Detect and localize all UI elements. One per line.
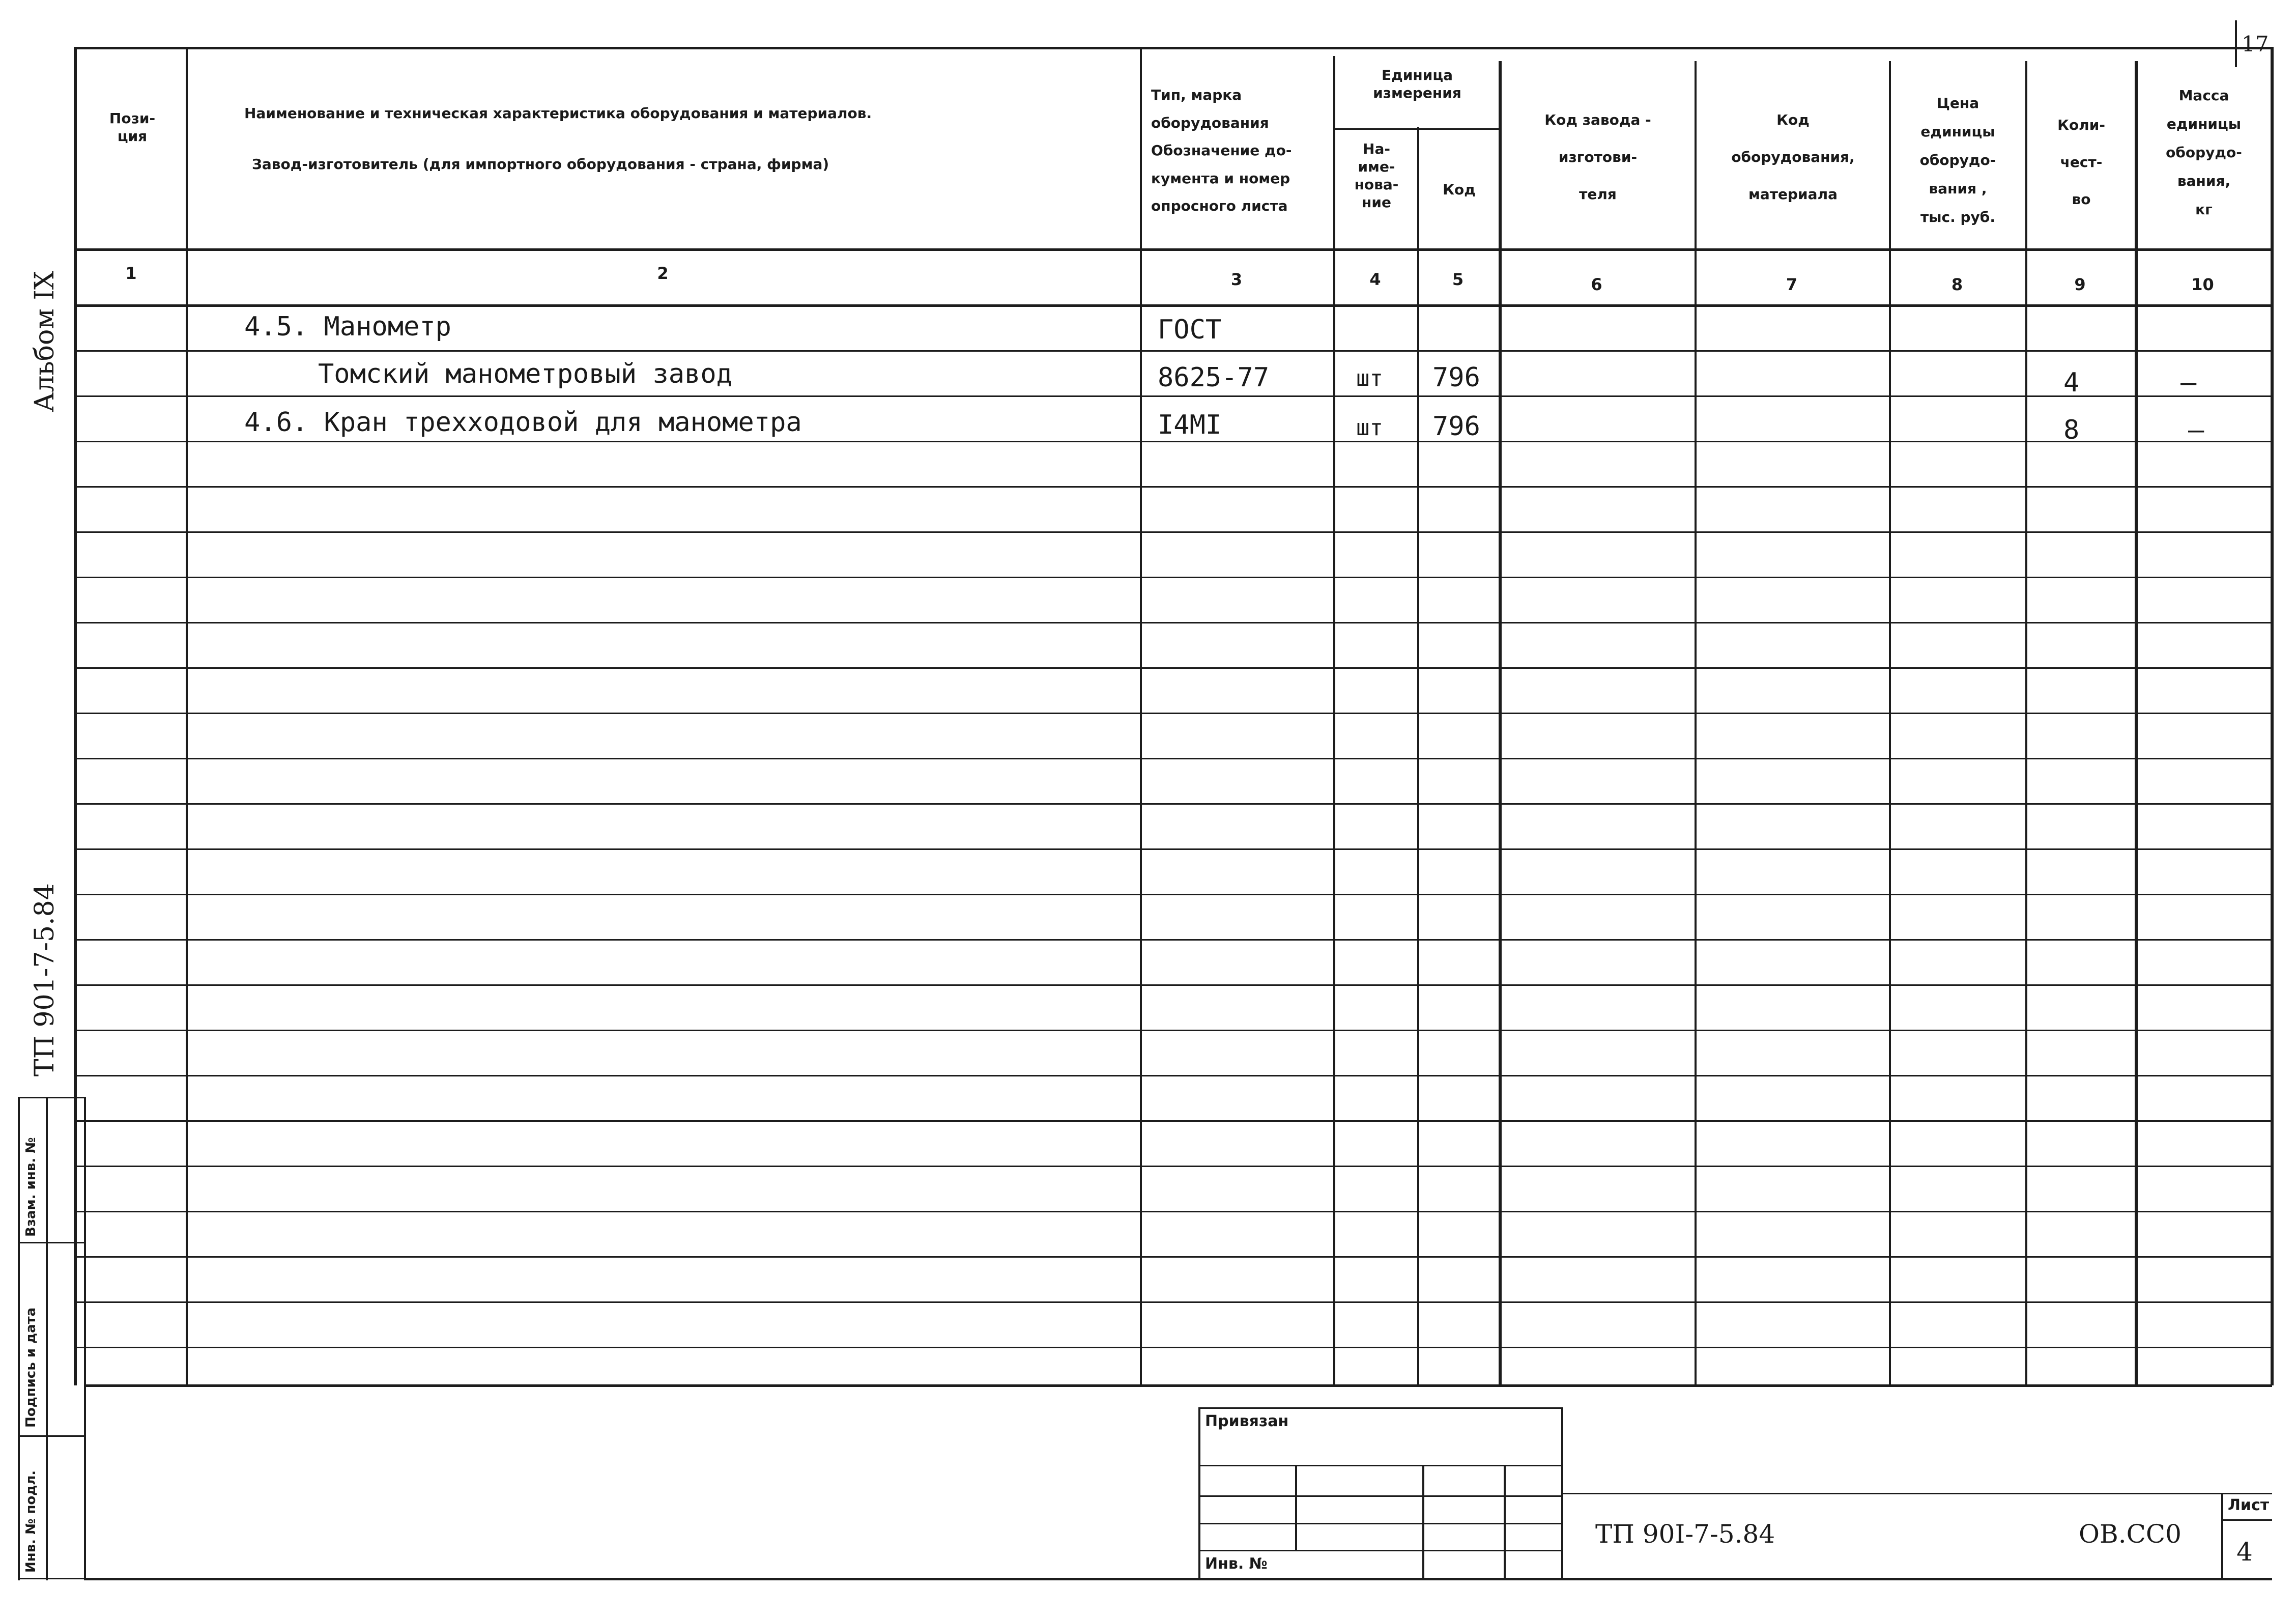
colnum-3: 3 bbox=[1230, 270, 1243, 289]
tb-line-c bbox=[1198, 1523, 1562, 1524]
tb-top-line bbox=[1198, 1407, 1562, 1409]
col-divider-6 bbox=[1695, 61, 1697, 1385]
tb-vline-1 bbox=[1295, 1465, 1297, 1551]
col-divider-2 bbox=[1140, 47, 1142, 1385]
table-row-line bbox=[76, 622, 2271, 623]
stamp-inv-podl: Инв. № подл. bbox=[23, 1470, 39, 1573]
colnum-2: 2 bbox=[657, 264, 669, 283]
col-divider-3 bbox=[1333, 56, 1335, 1385]
table-row-line bbox=[76, 1256, 2271, 1258]
page-number-marker bbox=[2235, 20, 2237, 67]
colnum-bottom-line bbox=[74, 304, 2272, 307]
row2-name: Томский манометровый завод bbox=[318, 359, 732, 389]
stamp-inner-line bbox=[46, 1097, 48, 1580]
frame-left-line bbox=[74, 47, 77, 1385]
colnum-4: 4 bbox=[1369, 270, 1381, 289]
row2-mass: – bbox=[2180, 367, 2197, 398]
table-row-line bbox=[76, 1166, 2271, 1167]
privyazan-label: Привязан bbox=[1205, 1412, 1289, 1430]
header-unit-price: Цена единицы оборудо- вания , тыс. руб. bbox=[1919, 95, 1996, 225]
row3-unit: шт bbox=[1356, 415, 1383, 441]
table-row-line bbox=[76, 939, 2271, 941]
sheet-label: Лист bbox=[2228, 1496, 2270, 1514]
row3-mass: – bbox=[2188, 415, 2204, 445]
header-type-doc: Тип, марка оборудования Обозначение до- кумента и номер опросного листа bbox=[1151, 87, 1292, 215]
table-row-line bbox=[76, 1075, 2271, 1076]
header-quantity: Коли- чест- во bbox=[2057, 117, 2105, 208]
tb-vline-2 bbox=[1422, 1465, 1424, 1579]
row3-name: 4.6. Кран трехходовой для манометра bbox=[244, 407, 802, 438]
table-row-line bbox=[76, 1211, 2271, 1212]
header-bottom-line bbox=[74, 248, 2272, 251]
stamp-sep-1 bbox=[18, 1242, 84, 1243]
header-unit-code: Код bbox=[1443, 181, 1476, 198]
stamp-podpis-data: Подпись и дата bbox=[23, 1307, 39, 1428]
stamp-outer-line bbox=[18, 1097, 20, 1580]
colnum-10: 10 bbox=[2191, 275, 2214, 294]
colnum-9: 9 bbox=[2074, 275, 2086, 294]
tb-line-b bbox=[1198, 1495, 1562, 1497]
row2-code: 796 bbox=[1432, 362, 1480, 393]
table-row-line bbox=[76, 486, 2271, 488]
section-code: ОВ.СС0 bbox=[2079, 1519, 2182, 1549]
header-name-line1: Наименование и техническая характеристика оборудования и материалов. bbox=[244, 105, 872, 122]
table-row-line bbox=[76, 1301, 2271, 1303]
col-divider-8 bbox=[2025, 61, 2027, 1385]
colnum-6: 6 bbox=[1591, 275, 1602, 294]
header-maker-code: Код завода - изготови- теля bbox=[1544, 111, 1651, 203]
table-row-line bbox=[76, 577, 2271, 578]
header-position: Пози- ция bbox=[109, 110, 156, 145]
table-row-line bbox=[76, 848, 2271, 850]
header-name-line2: Завод-изготовитель (для импортного оборудования - страна, фирма) bbox=[252, 156, 829, 173]
row3-qty: 8 bbox=[2063, 415, 2080, 445]
tb-vline-3 bbox=[1504, 1465, 1506, 1579]
colnum-5: 5 bbox=[1452, 270, 1464, 289]
row2-unit: шт bbox=[1356, 365, 1383, 391]
tb-main-top-line bbox=[1561, 1493, 2272, 1494]
frame-top-line bbox=[74, 47, 2274, 49]
table-row-line bbox=[76, 984, 2271, 986]
stamp-sep-2 bbox=[18, 1435, 84, 1437]
header-equipment-code: Код оборудования, материала bbox=[1731, 111, 1855, 203]
table-row-line bbox=[76, 1347, 2271, 1348]
col-divider-1 bbox=[186, 47, 188, 1385]
sheet-number: 4 bbox=[2236, 1537, 2253, 1567]
colnum-7: 7 bbox=[1786, 275, 1798, 294]
page-number: 17 bbox=[2242, 32, 2269, 56]
colnum-1: 1 bbox=[125, 264, 137, 283]
table-row-line bbox=[76, 713, 2271, 714]
tb-sheet-line bbox=[2221, 1493, 2223, 1579]
table-row-line bbox=[76, 667, 2271, 669]
col-divider-5 bbox=[1499, 61, 1502, 1385]
tb-left-line bbox=[1198, 1407, 1200, 1580]
table-row-line bbox=[76, 1030, 2271, 1031]
tb-line-a bbox=[1198, 1465, 1562, 1466]
body-bottom-line bbox=[84, 1384, 2272, 1387]
colnum-8: 8 bbox=[1951, 275, 1963, 294]
table-row-line bbox=[76, 758, 2271, 759]
table-row-line bbox=[76, 531, 2271, 533]
row1-name: 4.5. Манометр bbox=[244, 311, 451, 342]
tb-sheet-sep bbox=[2221, 1519, 2272, 1521]
project-code-side-label: ТП 901-7-5.84 bbox=[30, 883, 60, 1076]
stamp-vzam-inv: Взам. инв. № bbox=[23, 1137, 39, 1237]
album-label: Альбом IX bbox=[30, 271, 60, 412]
table-row-line bbox=[76, 894, 2271, 895]
header-unit-name: На- име- нова- ние bbox=[1354, 140, 1399, 211]
row3-code: 796 bbox=[1432, 411, 1480, 442]
stamp-bottom-line bbox=[18, 1578, 84, 1579]
col-divider-4 bbox=[1417, 127, 1419, 1385]
stamp-left-line bbox=[84, 1097, 86, 1580]
col-divider-7 bbox=[1889, 61, 1891, 1385]
table-row-line bbox=[76, 395, 2271, 397]
frame-right-line bbox=[2271, 47, 2274, 1385]
table-row-line bbox=[76, 1120, 2271, 1122]
header-unit-mass: Масса единицы оборудо- вания, кг bbox=[2166, 87, 2242, 218]
table-row-line bbox=[76, 441, 2271, 442]
document-code: ТП 90I-7-5.84 bbox=[1595, 1519, 1775, 1549]
row2-doc: 8625-77 bbox=[1158, 362, 1270, 393]
row1-doc: ГОСТ bbox=[1158, 315, 1222, 345]
row3-doc: I4MI bbox=[1158, 410, 1222, 440]
tb-line-d bbox=[1198, 1550, 1562, 1551]
stamp-top-line bbox=[18, 1097, 84, 1098]
inv-no-label: Инв. № bbox=[1205, 1555, 1268, 1573]
col-divider-9 bbox=[2135, 61, 2138, 1385]
unit-group-line bbox=[1333, 128, 1500, 130]
table-row-line bbox=[76, 803, 2271, 805]
row2-qty: 4 bbox=[2063, 367, 2080, 398]
frame-bottom-line bbox=[84, 1578, 2272, 1580]
table-row-line bbox=[76, 350, 2271, 352]
header-unit-group: Единица измерения bbox=[1373, 67, 1461, 101]
